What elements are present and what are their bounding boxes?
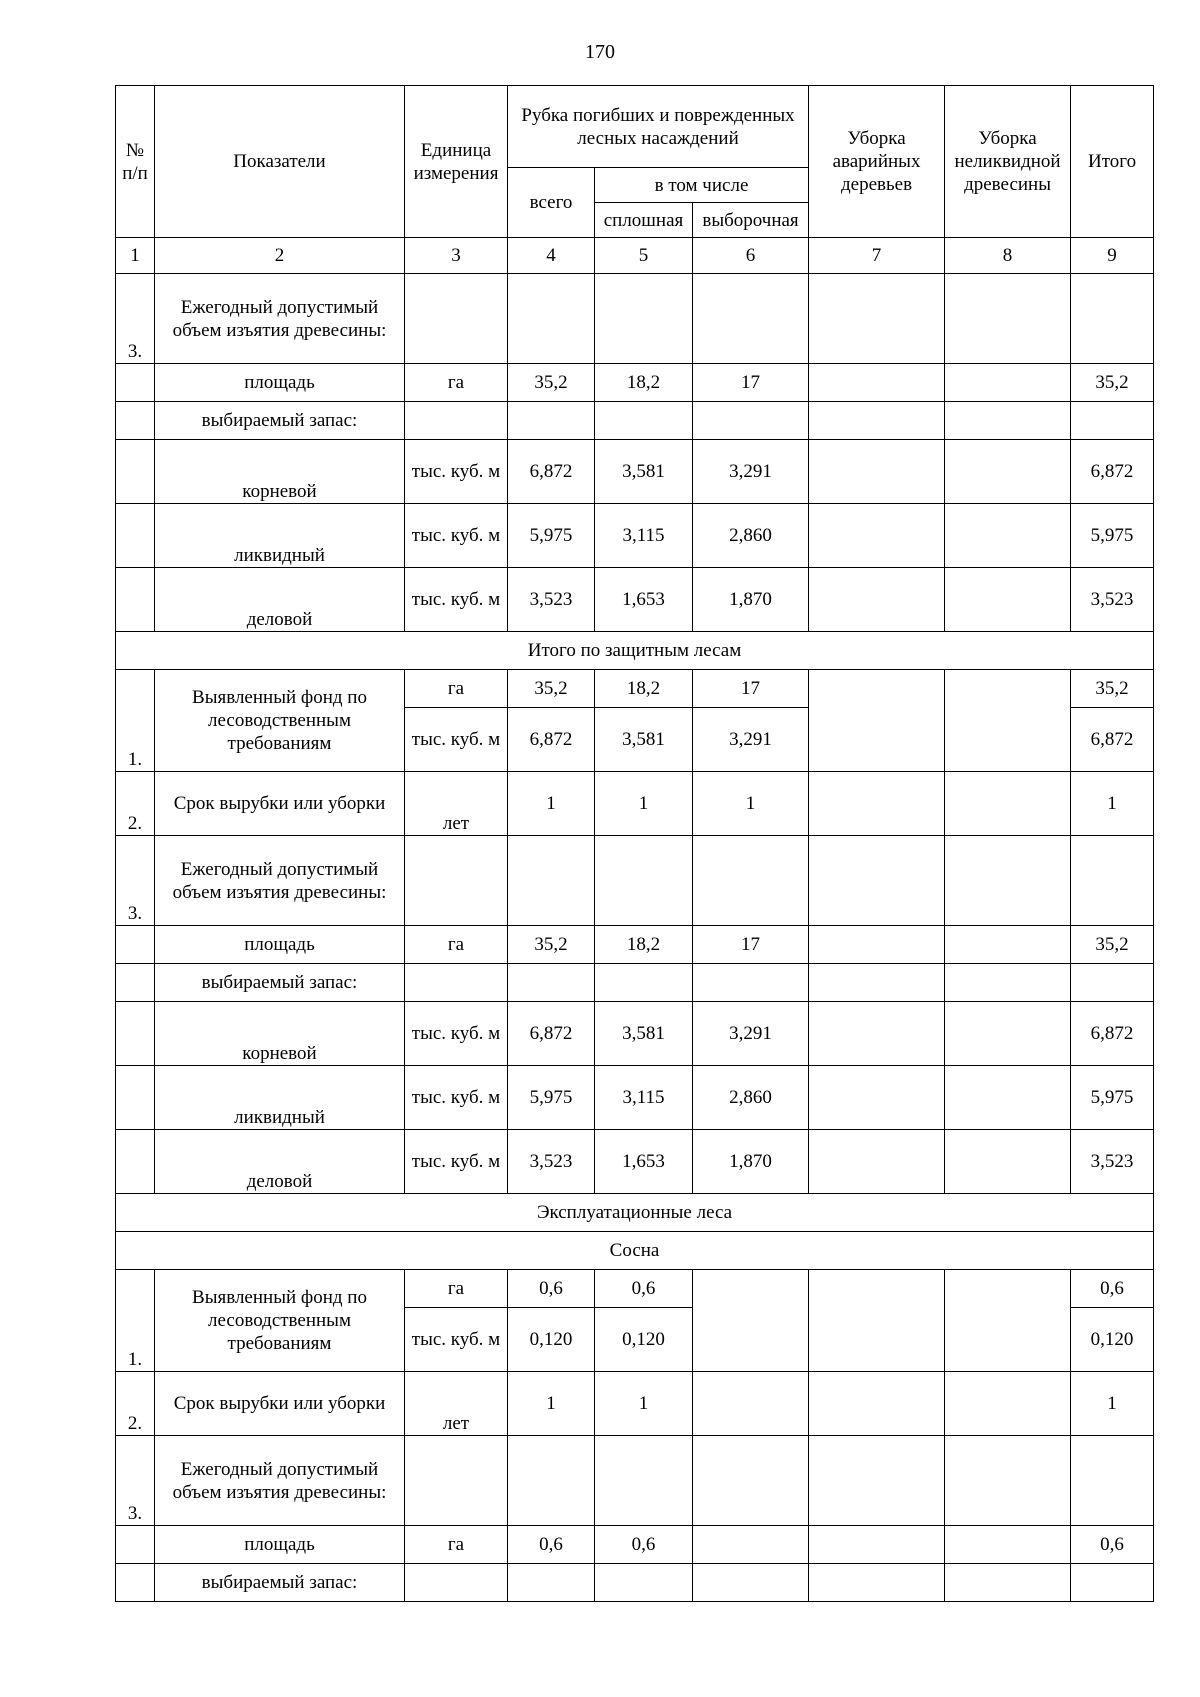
cell-value: 35,2 [508,670,595,708]
cell-value: 3,115 [595,1066,693,1130]
col-number: 3 [405,238,508,274]
forest-data-table [115,85,1154,1602]
row-label: деловой [155,568,405,632]
row-label: площадь [155,926,405,964]
header-clear: сплошная [595,203,693,238]
cell-value: 35,2 [1071,926,1154,964]
page-number: 170 [585,41,615,63]
cell-value: 3,523 [1071,568,1154,632]
table-row [116,926,1154,964]
header-including: в том числе [595,168,809,203]
row-label: деловой [155,1130,405,1194]
cell-value: 0,6 [508,1270,595,1308]
cell-value: 3,523 [1071,1130,1154,1194]
cell-value: 5,975 [508,504,595,568]
row-label: ликвидный [155,504,405,568]
header-all: всего [508,168,595,238]
table-row [116,670,1154,708]
header-selective: выборочная [693,203,809,238]
table-row [116,504,1154,568]
row-unit: тыс. куб. м [405,708,508,772]
row-unit: тыс. куб. м [405,504,508,568]
cell-value: 5,975 [1071,1066,1154,1130]
row-label: ликвидный [155,1066,405,1130]
cell-value: 0,6 [1071,1270,1154,1308]
cell-value: 0,6 [1071,1526,1154,1564]
cell-value: 1,653 [595,568,693,632]
cell-value: 0,6 [595,1270,693,1308]
table-row [116,772,1154,836]
cell-value: 35,2 [508,926,595,964]
cell-value: 1 [595,772,693,836]
col-number: 6 [693,238,809,274]
header-total: Итого [1071,86,1154,238]
header-indicator: Показатели [155,86,405,238]
cell-value: 3,581 [595,440,693,504]
row-num: 2. [116,772,155,836]
row-unit: тыс. куб. м [405,568,508,632]
cell-value: 3,115 [595,504,693,568]
cell-value: 3,291 [693,440,809,504]
cell-value: 2,860 [693,504,809,568]
col-number: 2 [155,238,405,274]
row-unit: га [405,364,508,402]
row-unit: тыс. куб. м [405,1308,508,1372]
cell-value: 35,2 [508,364,595,402]
cell-value: 18,2 [595,364,693,402]
row-num: 3. [116,836,155,926]
row-unit: лет [405,1372,508,1436]
col-number: 5 [595,238,693,274]
cell-value: 1 [508,1372,595,1436]
row-label: Ежегодный допустимый объем изъятия древесины: [155,274,405,364]
cell-value: 3,523 [508,568,595,632]
row-unit: га [405,1270,508,1308]
cell-value: 0,120 [508,1308,595,1372]
row-unit: тыс. куб. м [405,1130,508,1194]
row-num: 2. [116,1372,155,1436]
header-illiquid: Уборка неликвидной древесины [945,86,1071,238]
row-label: выбираемый запас: [155,1564,405,1602]
table-row [116,568,1154,632]
cell-value: 1,653 [595,1130,693,1194]
cell-value: 0,6 [595,1526,693,1564]
column-numbers-row [116,238,1154,274]
table-row [116,1066,1154,1130]
cell-value: 0,6 [508,1526,595,1564]
cell-value: 1 [1071,1372,1154,1436]
col-number: 1 [116,238,155,274]
cell-value: 35,2 [1071,670,1154,708]
row-num: 3. [116,274,155,364]
cell-value: 1 [693,772,809,836]
cell-value: 1 [595,1372,693,1436]
row-unit: га [405,1526,508,1564]
row-label: выбираемый запас: [155,402,405,440]
row-label: площадь [155,1526,405,1564]
table-row [116,1526,1154,1564]
row-label: Ежегодный допустимый объем изъятия древесины: [155,1436,405,1526]
cell-value: 0,120 [1071,1308,1154,1372]
cell-value: 17 [693,364,809,402]
table-row [116,440,1154,504]
row-unit: га [405,670,508,708]
cell-value: 17 [693,926,809,964]
row-label: Срок вырубки или уборки [155,1372,405,1436]
cell-value: 35,2 [1071,364,1154,402]
table-row [116,1130,1154,1194]
table-row [116,1002,1154,1066]
cell-value: 17 [693,670,809,708]
cell-value: 1 [508,772,595,836]
row-num: 3. [116,1436,155,1526]
cell-value: 6,872 [508,440,595,504]
header-unit: Единица измерения [405,86,508,238]
cell-value: 6,872 [508,708,595,772]
cell-value: 5,975 [508,1066,595,1130]
cell-value: 1,870 [693,1130,809,1194]
table-row [116,402,1154,440]
section-title: Итого по защитным лесам [116,632,1154,670]
table-row [116,1372,1154,1436]
table-row [116,1564,1154,1602]
cell-value: 3,523 [508,1130,595,1194]
col-number: 9 [1071,238,1154,274]
row-label: Выявленный фонд по лесоводственным требованиям [155,1270,405,1372]
cell-value: 1,870 [693,568,809,632]
cell-value: 3,291 [693,1002,809,1066]
row-num: 1. [116,670,155,772]
row-unit: га [405,926,508,964]
cell-value: 6,872 [1071,708,1154,772]
table-row [116,1436,1154,1526]
table-row [116,964,1154,1002]
cell-value: 5,975 [1071,504,1154,568]
row-label: корневой [155,440,405,504]
row-label: Срок вырубки или уборки [155,772,405,836]
row-unit: тыс. куб. м [405,1066,508,1130]
cell-value: 18,2 [595,926,693,964]
table-row [116,364,1154,402]
cell-value: 3,581 [595,1002,693,1066]
header-num: № п/п [116,86,155,238]
col-number: 8 [945,238,1071,274]
cell-value: 3,581 [595,708,693,772]
header-emergency: Уборка аварийных деревьев [809,86,945,238]
table-row [116,1270,1154,1308]
cell-value: 1 [1071,772,1154,836]
col-number: 4 [508,238,595,274]
row-num: 1. [116,1270,155,1372]
col-number: 7 [809,238,945,274]
row-label: выбираемый запас: [155,964,405,1002]
table-row [116,274,1154,364]
cell-value: 6,872 [1071,440,1154,504]
row-unit: лет [405,772,508,836]
cell-value: 18,2 [595,670,693,708]
cell-value: 3,291 [693,708,809,772]
cell-value: 2,860 [693,1066,809,1130]
table-row [116,836,1154,926]
cell-value: 0,120 [595,1308,693,1372]
header-felling: Рубка погибших и поврежденных лесных насаждений [508,86,809,168]
cell-value: 6,872 [1071,1002,1154,1066]
row-label: корневой [155,1002,405,1066]
section-title: Эксплуатационные леса [116,1194,1154,1232]
row-unit: тыс. куб. м [405,440,508,504]
row-label: площадь [155,364,405,402]
row-label: Ежегодный допустимый объем изъятия древесины: [155,836,405,926]
cell-value: 6,872 [508,1002,595,1066]
section-subtitle: Сосна [116,1232,1154,1270]
row-label: Выявленный фонд по лесоводственным требованиям [155,670,405,772]
row-unit: тыс. куб. м [405,1002,508,1066]
